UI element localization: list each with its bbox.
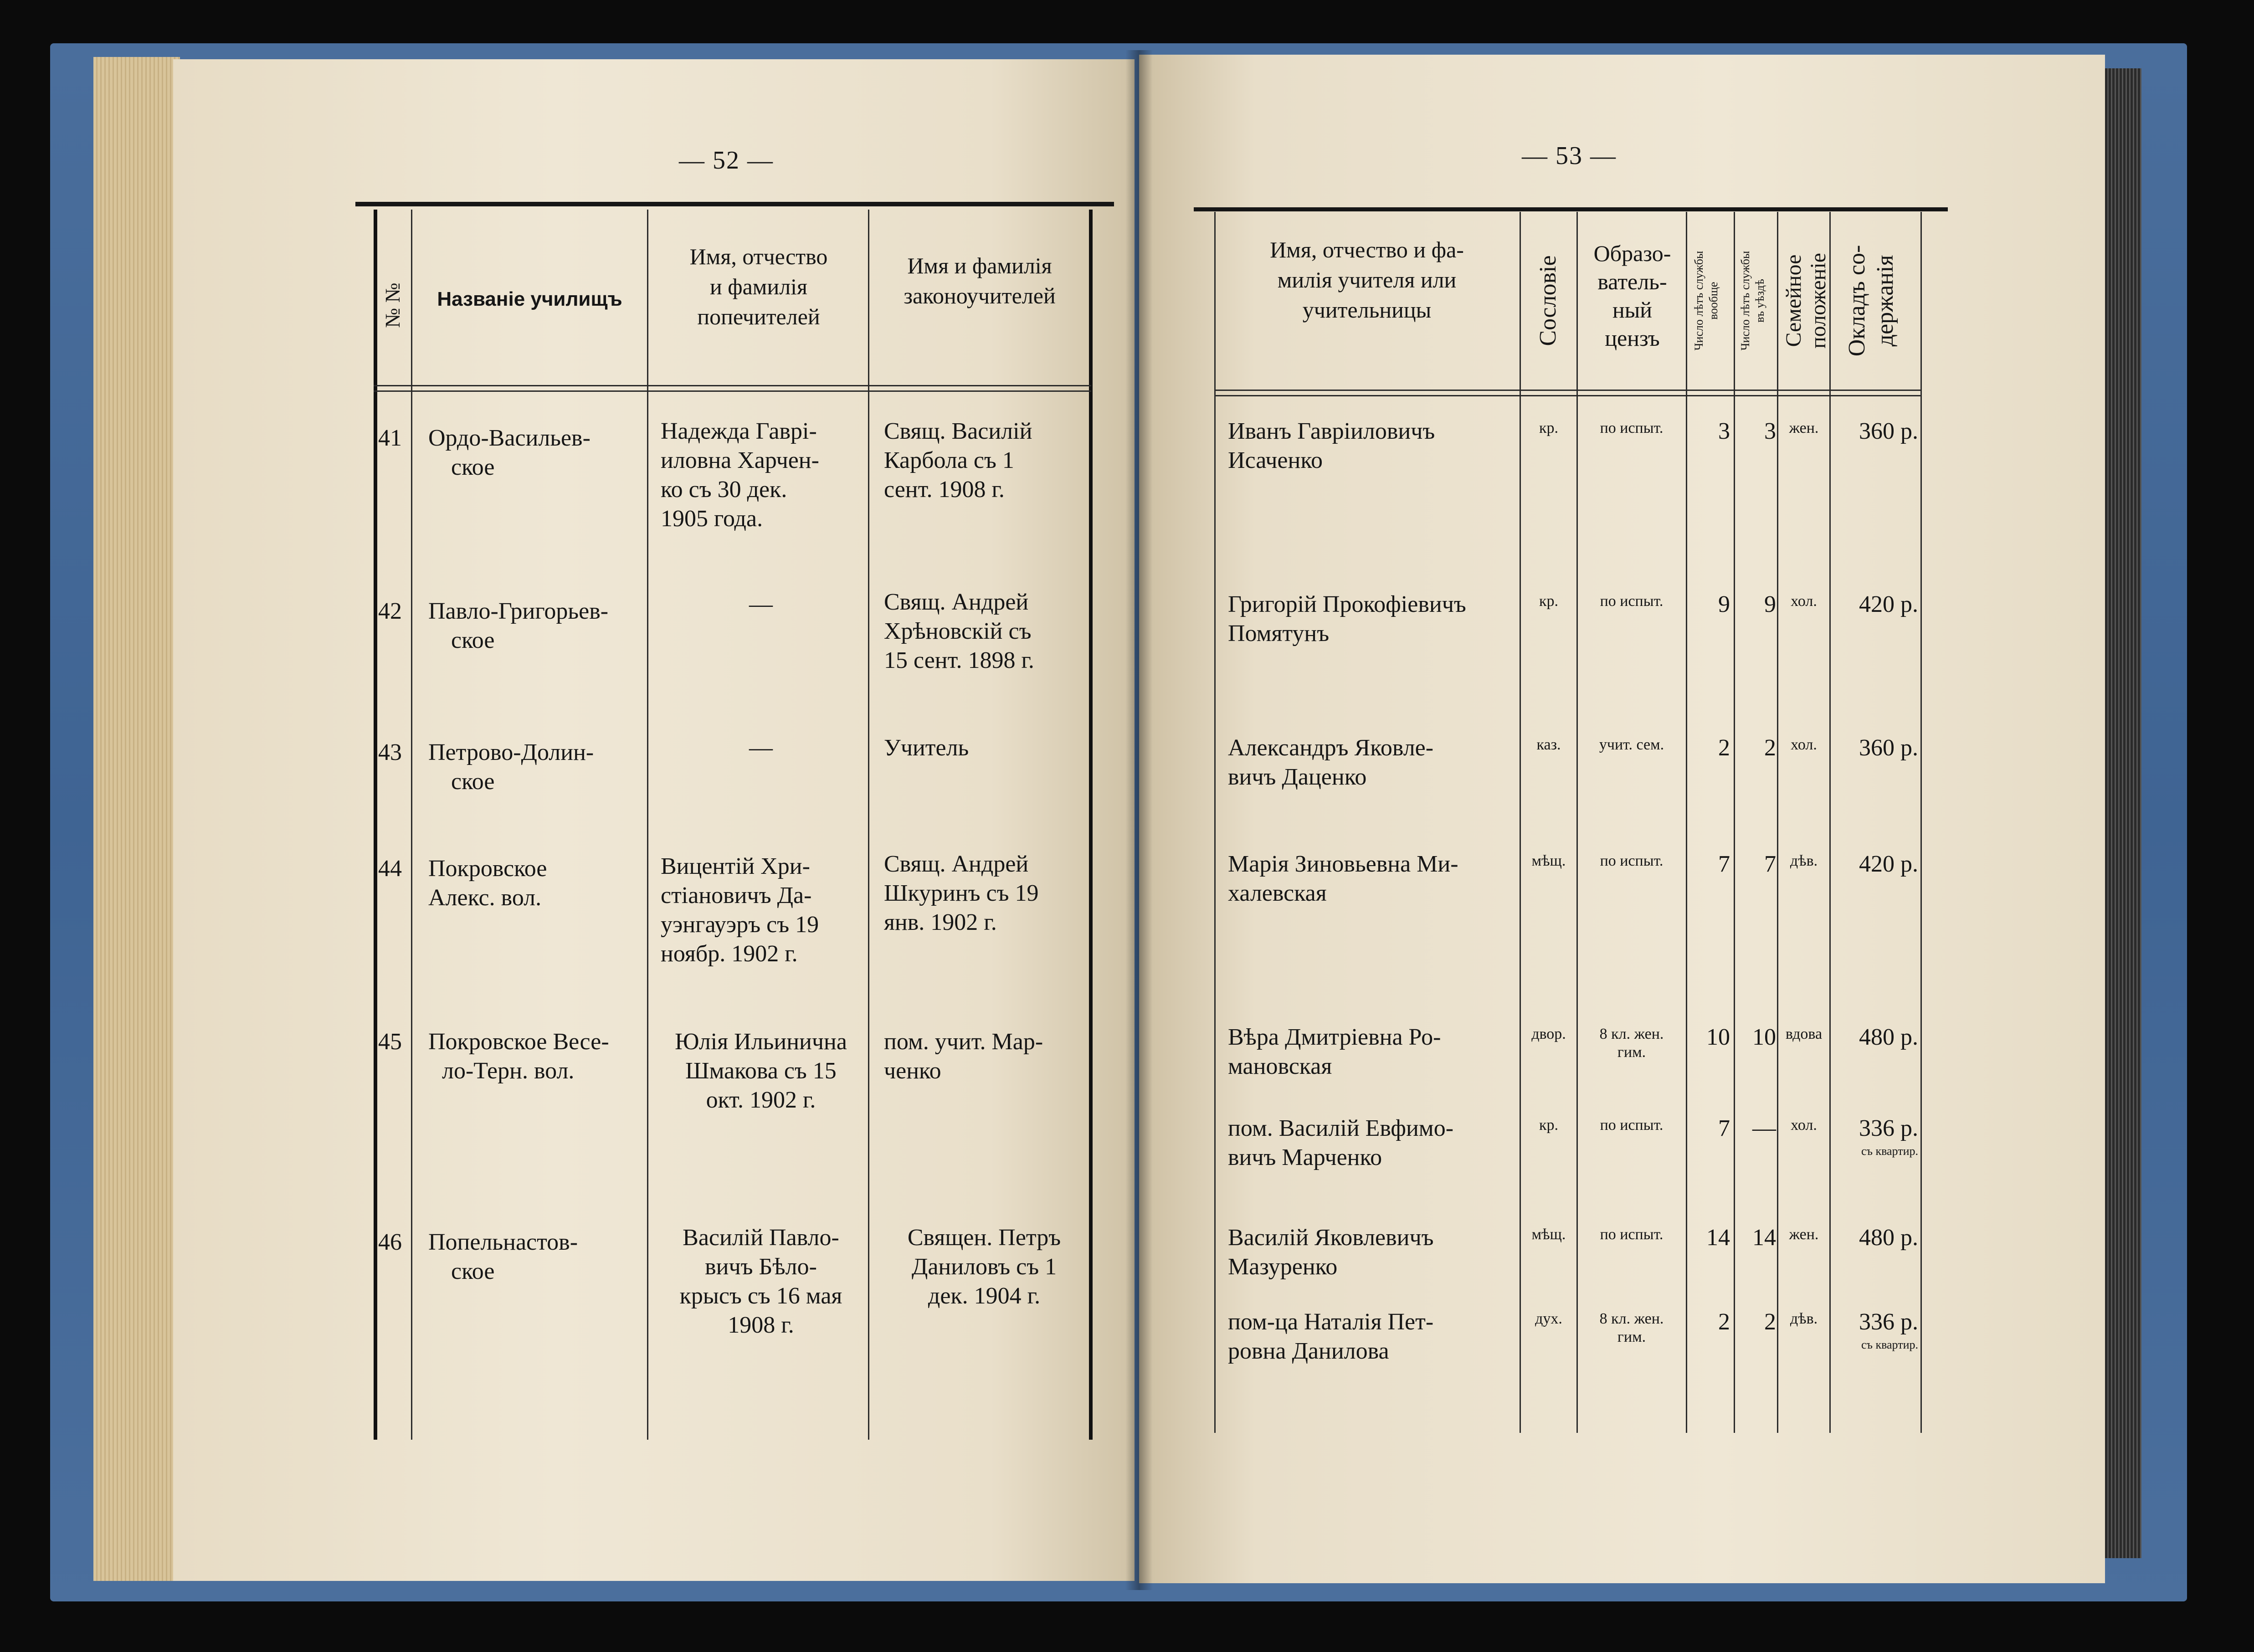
family-cell: дѣв. [1790, 1310, 1818, 1327]
years-uezd-cell: — [1752, 1115, 1776, 1141]
school-name: Ордо-Васильев- ское [428, 425, 590, 480]
salary-cell: 480 р. [1859, 1225, 1918, 1251]
table-right-border [1920, 212, 1922, 1433]
salary-note: съ квартир. [1861, 1144, 1918, 1158]
education-cell: по испыт. [1600, 420, 1664, 436]
row-number: 43 [378, 739, 402, 765]
education-cell: по испыт. [1600, 852, 1664, 869]
header-education: Образо- ватель- ный цензъ [1593, 241, 1671, 351]
col-divider [868, 210, 869, 1440]
row-number: 46 [378, 1229, 402, 1255]
trustee-cell: Вицентій Хри- стіановичъ Да- уэнгауэръ съ 19 ноябр. 1902 г. [661, 853, 819, 967]
salary-cell: 420 р. [1859, 851, 1918, 877]
salary-cell: 360 р. [1859, 735, 1918, 761]
years-total-cell: 3 [1718, 418, 1730, 444]
estate-cell: мѣщ. [1531, 852, 1566, 869]
years-total-cell: 2 [1718, 1309, 1730, 1335]
trustee-cell: — [749, 735, 773, 761]
trustee-cell: Василій Павло- вичъ Бѣло- крысъ съ 16 мая 1908 г. [679, 1225, 842, 1338]
page-edges-right [2105, 68, 2141, 1558]
page-number: — 53 — [1522, 142, 1617, 170]
years-total-cell: 9 [1718, 591, 1730, 617]
header-teacher: Имя, отчество и фа- милія учителя или учительницы [1270, 237, 1464, 323]
book-gutter [1125, 50, 1153, 1590]
estate-cell: кр. [1539, 420, 1559, 436]
estate-cell: кр. [1539, 1117, 1559, 1134]
left-page [173, 59, 1135, 1581]
header-rule [1214, 395, 1920, 396]
salary-cell: 420 р. [1859, 591, 1918, 617]
salary-note: съ квартир. [1861, 1338, 1918, 1351]
page-number: — 52 — [679, 146, 774, 174]
estate-cell: двор. [1531, 1026, 1566, 1042]
family-cell: дѣв. [1790, 852, 1818, 869]
family-cell: хол. [1791, 1117, 1817, 1134]
trustee-cell: — [749, 591, 773, 617]
education-cell: 8 кл. жен. гим. [1599, 1026, 1664, 1061]
clergy-cell: Свящ. Андрей Хрѣновскій съ 15 сент. 1898 г. [884, 589, 1034, 673]
row-number: 45 [378, 1029, 402, 1055]
header-estate: Сословіе [1535, 255, 1561, 346]
education-cell: по испыт. [1600, 1226, 1664, 1243]
teacher-name: пом. Василій Евфимо- вичъ Марченко [1228, 1115, 1454, 1170]
years-uezd-cell: 9 [1764, 591, 1776, 617]
years-total-cell: 2 [1718, 735, 1730, 761]
family-cell: хол. [1791, 593, 1817, 610]
years-total-cell: 14 [1706, 1225, 1730, 1251]
years-uezd-cell: 3 [1764, 418, 1776, 444]
years-total-cell: 10 [1706, 1024, 1730, 1050]
table-top-rule [1194, 207, 1948, 211]
trustee-cell: Надежда Гаврі- иловна Харчен- ко съ 30 дек. 1905 года. [661, 418, 819, 532]
page-edges-left [93, 57, 180, 1581]
education-cell: 8 кл. жен. гим. [1599, 1310, 1664, 1345]
estate-cell: дух. [1535, 1310, 1562, 1327]
school-name: Покровское Алекс. вол. [428, 856, 547, 911]
header-num: № № [381, 282, 404, 328]
table-right-border [1089, 210, 1093, 1440]
years-uezd-cell: 14 [1752, 1225, 1776, 1251]
estate-cell: мѣщ. [1531, 1226, 1566, 1243]
school-name: Попельнастов- ское [428, 1229, 578, 1284]
table-left-border [374, 210, 377, 1440]
years-uezd-cell: 10 [1752, 1024, 1776, 1050]
right-page [1139, 55, 2105, 1583]
table-top-rule [355, 202, 1114, 206]
education-cell: по испыт. [1600, 1117, 1664, 1134]
clergy-cell: Свящ. Василій Карбола съ 1 сент. 1908 г. [884, 418, 1032, 503]
teacher-name: пом-ца Наталія Пет- ровна Данилова [1228, 1309, 1434, 1364]
salary-cell: 360 р. [1859, 418, 1918, 444]
family-cell: жен. [1789, 420, 1819, 436]
years-uezd-cell: 2 [1764, 735, 1776, 761]
header-clergy: Имя и фамилія законоучителей [904, 253, 1056, 308]
teacher-name: Вѣра Дмитріевна Ро- мановская [1228, 1024, 1441, 1079]
years-total-cell: 7 [1718, 1115, 1730, 1141]
trustee-cell: Юлія Ильинична Шмакова съ 15 окт. 1902 г. [675, 1029, 847, 1113]
teacher-name: Василій Яковлевичъ Мазуренко [1228, 1225, 1434, 1280]
header-trustees: Имя, отчество и фамилія попечителей [689, 244, 828, 329]
education-cell: учит. сем. [1599, 736, 1664, 753]
header-family: Семейное положеніе [1782, 253, 1830, 349]
estate-cell: кр. [1539, 593, 1559, 610]
family-cell: хол. [1791, 736, 1817, 753]
row-number: 42 [378, 598, 402, 624]
years-uezd-cell: 7 [1764, 851, 1776, 877]
row-number: 41 [378, 425, 402, 451]
teacher-name: Марія Зиновьевна Ми- халевская [1228, 851, 1458, 906]
clergy-cell: Свящ. Андрей Шкуринъ съ 19 янв. 1902 г. [884, 851, 1039, 935]
years-total-cell: 7 [1718, 851, 1730, 877]
header-school: Названіе училищъ [437, 288, 622, 310]
col-divider [647, 210, 648, 1440]
school-name: Павло-Григорьев- ское [428, 598, 609, 653]
header-rule [1214, 390, 1920, 391]
teacher-name: Александръ Яковле- вичъ Даценко [1228, 735, 1434, 790]
estate-cell: каз. [1536, 736, 1561, 753]
school-name: Петрово-Долин- ское [428, 739, 594, 795]
teacher-name: Иванъ Гавріиловичъ Исаченко [1228, 418, 1435, 473]
teacher-name: Григорій Прокофіевичъ Помятунъ [1228, 591, 1466, 646]
salary-cell: 480 р. [1859, 1024, 1918, 1050]
family-cell: вдова [1785, 1026, 1823, 1042]
years-uezd-cell: 2 [1764, 1309, 1776, 1335]
header-rule [374, 390, 1091, 392]
header-rule [374, 385, 1091, 386]
salary-cell: 336 р. [1859, 1309, 1918, 1335]
education-cell: по испыт. [1600, 593, 1664, 610]
salary-cell: 336 р. [1859, 1115, 1918, 1141]
family-cell: жен. [1789, 1226, 1819, 1243]
clergy-cell: Священ. Петръ Даниловъ съ 1 дек. 1904 г. [907, 1225, 1061, 1309]
row-number: 44 [378, 856, 402, 882]
school-name: Покровское Весе- ло-Терн. вол. [428, 1029, 609, 1084]
col-divider [411, 210, 412, 1440]
header-years-total: Число лѣтъ службы вообще [1692, 251, 1720, 351]
header-years-uezd: Число лѣтъ службы въ уѣздѣ [1739, 251, 1766, 351]
header-salary: Окладъ со- держанія [1844, 245, 1898, 357]
clergy-cell: пом. учит. Мар- ченко [884, 1029, 1043, 1084]
clergy-cell: Учитель [884, 735, 969, 761]
